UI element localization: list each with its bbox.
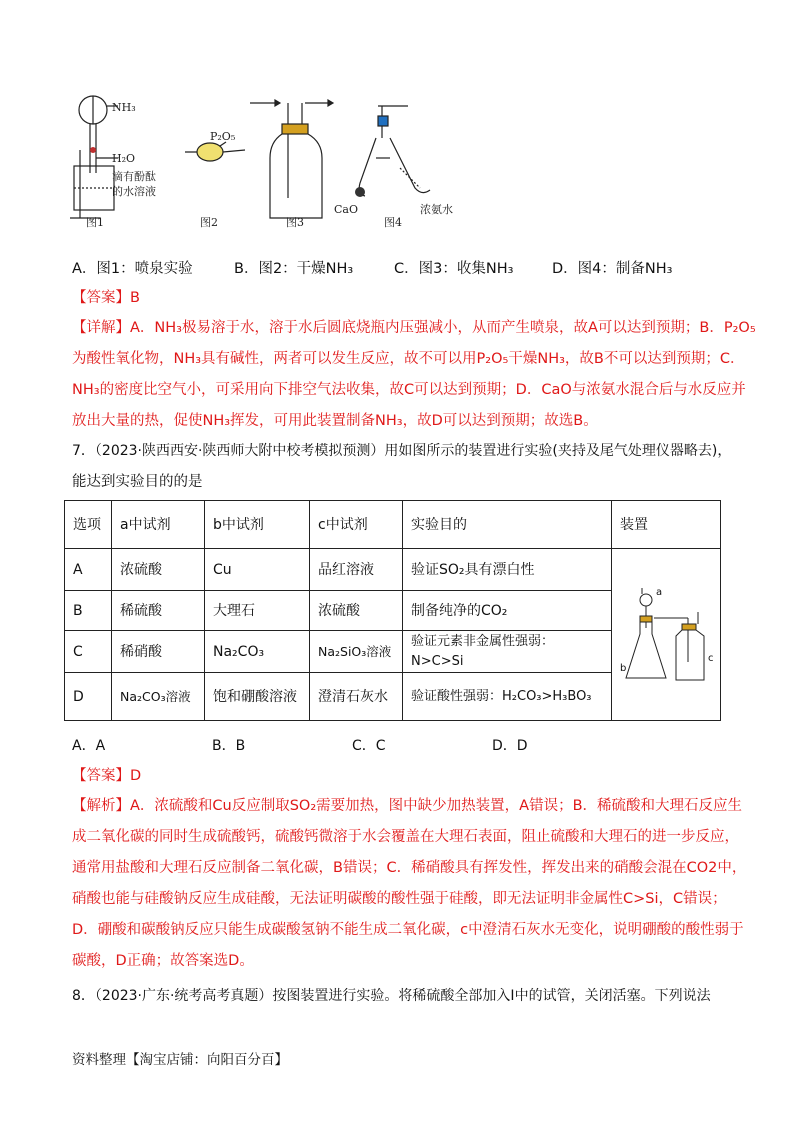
fig1-water-label: H₂O	[112, 152, 136, 165]
q6-detail-line-1: 【详解】A．NH₃极易溶于水，溶于水后圆底烧瓶内压强减小，从而产生喷泉，故A可以达到预期；B．P₂O₅	[72, 320, 756, 336]
q6-option-a: A．图1：喷泉实验	[72, 261, 193, 277]
fig1-beaker-label-1: 滴有酚酞	[112, 170, 156, 183]
q7-experiment-table	[64, 500, 721, 721]
fig2-caption: 图2	[200, 216, 218, 229]
fig4-ammonia-label: 浓氨水	[420, 203, 453, 216]
q7-choice-d: D．D	[492, 738, 528, 754]
fig4-y-tube	[359, 106, 430, 196]
fig2-drying-tube	[185, 142, 245, 161]
table-row	[65, 549, 721, 591]
fig4-cao-label: CaO	[334, 203, 358, 216]
fig1-beaker-label-2: 的水溶液	[112, 185, 156, 198]
fig1-clamp-dot	[90, 147, 96, 153]
header-c: c中试剂	[310, 501, 403, 549]
header-a: a中试剂	[112, 501, 205, 549]
cell-a: 浓硫酸	[112, 549, 205, 591]
q7-analysis-line-1: 【解析】A．浓硫酸和Cu反应制取SO₂需要加热，图中缺少加热装置，A错误；B．稀硫酸和大理石反应生	[72, 798, 743, 814]
cell-c: 浓硫酸	[310, 591, 403, 631]
q7-answer: 【答案】D	[72, 768, 142, 784]
q6-option-d: D．图4：制备NH₃	[552, 261, 673, 277]
apparatus-label-c: c	[708, 653, 714, 664]
cell-option: B	[65, 591, 112, 631]
fig4-caption: 图4	[384, 216, 402, 229]
cell-b: 饱和硼酸溶液	[205, 673, 310, 721]
q7-analysis-line-6: 碳酸，D正确；故答案选D。	[72, 953, 254, 969]
q6-option-c: C．图3：收集NH₃	[394, 261, 514, 277]
fig3-gas-bottle	[250, 100, 333, 218]
cell-a: Na₂CO₃溶液	[112, 673, 205, 721]
table-header-row	[65, 501, 721, 549]
fig4-cao-bulb	[355, 187, 365, 197]
cell-a: 稀硫酸	[112, 591, 205, 631]
cell-purpose: 验证酸性强弱：H₂CO₃>H₃BO₃	[403, 673, 612, 721]
cell-b: Na₂CO₃	[205, 631, 310, 673]
cell-purpose: 验证元素非金属性强弱：N>C>Si	[403, 631, 612, 673]
q7-choice-c: C．C	[352, 738, 386, 754]
q8-stem-line-1: 8．（2023·广东·统考高考真题）按图装置进行实验。将稀硫酸全部加入Ⅰ中的试管，关闭活塞。下列说法	[72, 988, 711, 1004]
apparatus-label-b: b	[620, 663, 627, 674]
fig1-caption: 图1	[86, 216, 104, 229]
q7-choice-a: A．A	[72, 738, 106, 754]
cell-purpose: 制备纯净的CO₂	[403, 591, 612, 631]
q7-analysis-line-4: 硝酸也能与硅酸钠反应生成硅酸，无法证明碳酸的酸性强于硅酸，即无法证明非金属性C>Si，C错误；	[72, 891, 727, 907]
q6-option-b: B．图2：干燥NH₃	[234, 261, 354, 277]
header-option: 选项	[65, 501, 112, 549]
header-apparatus: 装置	[612, 501, 721, 549]
cell-c: 品红溶液	[310, 549, 403, 591]
q7-apparatus-drawing	[612, 552, 720, 712]
cell-b: 大理石	[205, 591, 310, 631]
cell-a: 稀硝酸	[112, 631, 205, 673]
q6-detail-line-4: 放出大量的热，促使NH₃挥发，可用此装置制备NH₃，故D可以达到预期；故选B。	[72, 413, 598, 429]
header-purpose: 实验目的	[403, 501, 612, 549]
q6-answer: 【答案】B	[72, 290, 140, 306]
fig2-reagent-label: P₂O₅	[210, 130, 236, 143]
cell-option: A	[65, 549, 112, 591]
q6-detail-line-3: NH₃的密度比空气小，可采用向下排空气法收集，故C可以达到预期；D．CaO与浓氨水混合后与水反应并	[72, 382, 746, 398]
cell-b: Cu	[205, 549, 310, 591]
cell-option: C	[65, 631, 112, 673]
q7-choice-b: B．B	[212, 738, 246, 754]
fig1-gas-label: NH₃	[112, 101, 136, 114]
apparatus-label-a: a	[656, 587, 663, 598]
apparatus-cell	[612, 549, 721, 721]
fig3-caption: 图3	[286, 216, 304, 229]
q7-analysis-line-3: 通常用盐酸和大理石反应制备二氧化碳，B错误；C．稀硝酸具有挥发性，挥发出来的硝酸会混在CO2中，	[72, 860, 747, 876]
cell-purpose: 验证SO₂具有漂白性	[403, 549, 612, 591]
q7-stem-line-2: 能达到实验目的的是	[72, 474, 203, 490]
q7-analysis-line-2: 成二氧化碳的同时生成硫酸钙，硫酸钙微溶于水会覆盖在大理石表面，阻止硫酸和大理石的进一步反应，	[72, 829, 739, 845]
page-footer: 资料整理【淘宝店铺：向阳百分百】	[72, 1052, 288, 1068]
q6-detail-line-2: 为酸性氧化物，NH₃具有碱性，两者可以发生反应，故不可以用P₂O₅干燥NH₃，故B不可以达到预期；C．	[72, 351, 745, 367]
cell-c: Na₂SiO₃溶液	[310, 631, 403, 673]
cell-option: D	[65, 673, 112, 721]
q7-analysis-line-5: D．硼酸和碳酸钠反应只能生成碳酸氢钠不能生成二氧化碳，c中澄清石灰水无变化，说明硼酸的酸性弱于	[72, 922, 744, 938]
fig1-fountain-apparatus	[70, 96, 118, 218]
cell-c: 澄清石灰水	[310, 673, 403, 721]
q7-stem-line-1: 7．（2023·陕西西安·陕西师大附中校考模拟预测）用如图所示的装置进行实验(夹持及尾气处理仪器略去)，	[72, 443, 732, 459]
header-b: b中试剂	[205, 501, 310, 549]
